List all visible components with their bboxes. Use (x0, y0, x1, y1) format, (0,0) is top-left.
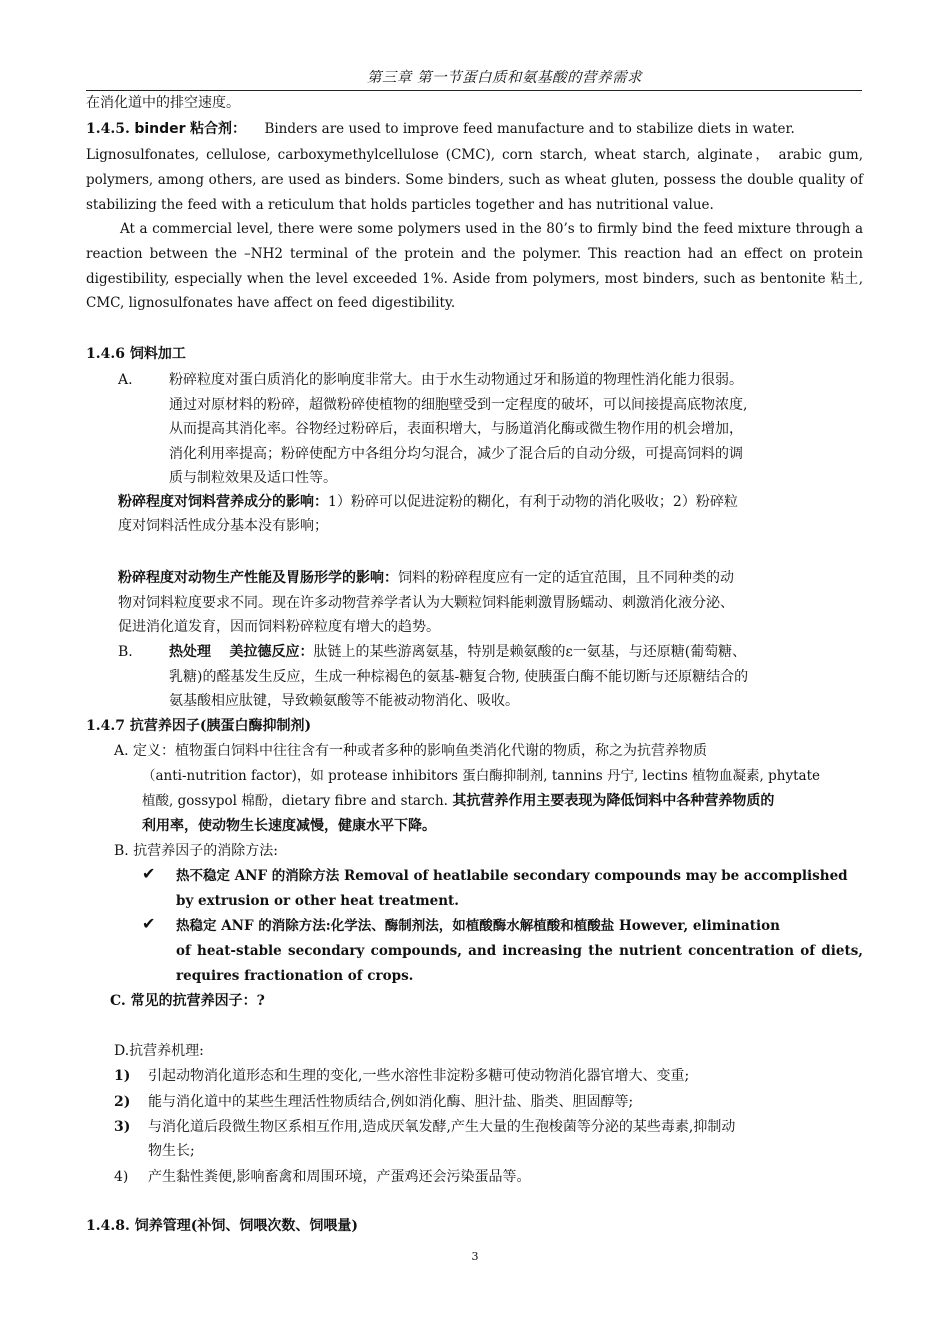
mechanism-text: 引起动物消化道形态和生理的变化,一些水溶性非淀粉多糖可使动物消化器官增大、变重; (148, 1068, 690, 1084)
grinding-nutrient-text: 1）粉碎可以促进淀粉的糊化，有利于动物的消化吸收；2）粉碎粒 (328, 494, 738, 510)
anf-c1-line1: 热不稳定 ANF 的消除方法 Removal of heatlabile secondary compounds may be accomplished (176, 868, 848, 884)
binder-heading-key: binder (134, 121, 186, 137)
mechanism-text: 物生长; (148, 1143, 195, 1159)
processing-a-label: A. (118, 372, 133, 388)
anf-a-line3 (142, 791, 774, 811)
mechanism-num: 1) (114, 1068, 131, 1084)
feeding-heading: 1.4.8. 饲养管理(补饲、饲喂次数、饲喂量) (86, 1218, 358, 1234)
heat-treatment-title: 热处理 (169, 644, 211, 660)
maillard-text: 肽链上的某些游离氨基，特别是赖氨酸的ε一氨基，与还原糖(葡萄糖、 (313, 644, 747, 660)
anf-heading: 1.4.7 抗营养因子(胰蛋白酶抑制剂) (86, 718, 312, 734)
binder-p2-line4: CMC, lignosulfonates have affect on feed digestibility. (86, 295, 456, 311)
binder-p1-line2: Lignosulfonates, cellulose, carboxymethylcellulose (CMC), corn starch, wheat starch, alginate， arabic gum, (86, 147, 863, 163)
binder-p2-line1: At a commercial level, there were some polymers used in the 80’s to firmly bind the feed mixture through a (120, 221, 863, 237)
maillard-title: 美拉德反应： (229, 644, 314, 660)
binder-p2-line3: digestibility, especially when the level exceeded 1%. Aside from polymers, most binders, such as bentonite 粘土, (86, 271, 863, 287)
processing-a-line2: 通过对原材料的粉碎，超微粉碎使植物的细胞壁受到一定程度的破坏，可以间接提高底物浓度, (169, 397, 748, 413)
anf-c2-line2: of heat-stable secondary compounds, and increasing the nutrient concentration of diets, (176, 943, 863, 959)
anf-a-line4: 利用率，使动物生长速度减慢，健康水平下降。 (142, 818, 436, 834)
mechanism-num: 2) (114, 1094, 131, 1110)
anf-c2-line1: 热稳定 ANF 的消除方法:化学法、酶制剂法，如植酸酶水解植酸和植酸盐 However, elimination (176, 918, 780, 934)
anf-c2-line3: requires fractionation of crops. (176, 968, 414, 984)
binder-heading (86, 119, 795, 139)
mechanism-text: 产生黏性粪便,影响畜禽和周围环境，产蛋鸡还会污染蛋品等。 (148, 1169, 531, 1185)
anf-a-line1: A. 定义：植物蛋白饲料中往往含有一种或者多种的影响鱼类消化代谢的物质，称之为抗营养物质 (114, 743, 708, 759)
processing-a-line5: 质与制粒效果及适口性等。 (169, 470, 337, 486)
anf-a-line3-bold: 其抗营养作用主要表现为降低饲料中各种营养物质的 (452, 793, 775, 809)
grinding-performance-title: 粉碎程度对动物生产性能及胃肠形学的影响： (118, 570, 398, 586)
page-header (86, 68, 862, 91)
grinding-performance-line3: 促进消化道发育，因而饲料粉碎粒度有增大的趋势。 (118, 619, 440, 635)
processing-a-line4: 消化利用率提高；粉碎使配方中各组分均匀混合，减少了混合后的自动分级，可提高饲料的调 (169, 446, 743, 462)
grinding-performance-line1 (118, 568, 734, 588)
mechanism-text: 能与消化道中的某些生理活性物质结合,例如消化酶、胆汁盐、脂类、胆固醇等; (148, 1094, 634, 1110)
mechanism-num: 3) (114, 1119, 131, 1135)
binder-p2-line2: reaction between the –NH2 terminal of the protein and the polymer. This reaction had an effect on protein (86, 246, 863, 262)
binder-heading-number: 1.4.5. (86, 121, 130, 137)
grinding-performance-text: 饲料的粉碎程度应有一定的适宜范围，且不同种类的动 (398, 570, 734, 586)
intro-line: 在消化道中的排空速度。 (86, 95, 240, 111)
processing-a-line3: 从而提高其消化率。谷物经过粉碎后，表面积增大，与肠道消化酶或微生物作用的机会增加， (169, 421, 743, 437)
header-title: 第三章 第一节蛋白质和氨基酸的营养需求 (366, 70, 642, 86)
processing-a-line1: 粉碎粒度对蛋白质消化的影响度非常大。由于水生动物通过牙和肠道的物理性消化能力很弱。 (169, 372, 743, 388)
processing-b-line1 (169, 642, 746, 662)
processing-b-label: B. (118, 644, 133, 660)
processing-b-line3: 氨基酸相应肽键，导致赖氨酸等不能被动物消化、吸收。 (169, 693, 519, 709)
checkmark-icon: ✔ (142, 914, 156, 933)
page-number: 3 (471, 1250, 479, 1263)
binder-p1-line4: stabilizing the feed with a reticulum that holds particles together and has nutritional value. (86, 197, 714, 213)
anf-a-line2: （anti-nutrition factor)，如 protease inhibitors 蛋白酶抑制剂, tannins 丹宁, lectins 植物血凝素, phytate (142, 768, 820, 784)
mechanism-num: 4) (114, 1169, 129, 1185)
anf-d-label: D.抗营养机理: (114, 1043, 204, 1059)
mechanism-text: 与消化道后段微生物区系相互作用,造成厌氧发酵,产生大量的生孢梭菌等分泌的某些毒素,抑制动 (148, 1119, 736, 1135)
binder-p1-lead: Binders are used to improve feed manufacture and to stabilize diets in water. (264, 121, 795, 137)
grinding-nutrient-line1 (118, 492, 738, 512)
binder-heading-cn: 粘合剂： (189, 121, 246, 137)
grinding-performance-line2: 物对饲料粒度要求不同。现在许多动物营养学者认为大颗粒饲料能刺激胃肠蠕动、刺激消化液分泌、 (118, 595, 734, 611)
grinding-nutrient-title: 粉碎程度对饲料营养成分的影响： (118, 494, 328, 510)
grinding-nutrient-line2: 度对饲料活性成分基本没有影响； (118, 518, 328, 534)
checkmark-icon: ✔ (142, 864, 156, 883)
processing-heading: 1.4.6 饲料加工 (86, 346, 186, 362)
anf-a-line3-text: 植酸, gossypol 棉酚，dietary fibre and starch. (142, 793, 448, 809)
processing-b-line2: 乳糖)的醛基发生反应，生成一种棕褐色的氨基-糖复合物, 使胰蛋白酶不能切断与还原糖结合的 (169, 669, 749, 685)
binder-p1-line3: polymers, among others, are used as binders. Some binders, such as wheat gluten, possess the double quality of (86, 172, 863, 188)
anf-c-label: C. 常见的抗营养因子：? (110, 993, 265, 1009)
anf-c1-line2: by extrusion or other heat treatment. (176, 893, 459, 909)
anf-b-label: B. 抗营养因子的消除方法: (114, 843, 278, 859)
